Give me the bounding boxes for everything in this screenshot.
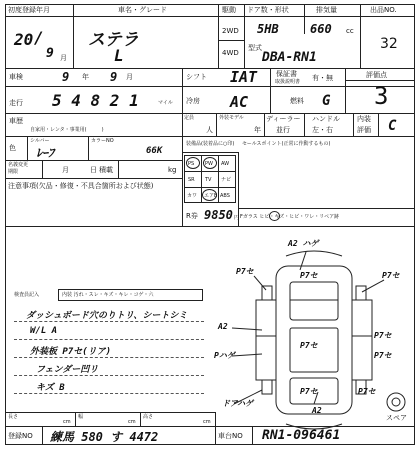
divider — [140, 412, 141, 426]
divider — [42, 426, 43, 445]
right-side-view — [352, 300, 372, 380]
divider — [5, 426, 415, 427]
color-value-handwritten: ﾚｰﾌ — [36, 146, 55, 160]
loading-unit: kg — [168, 166, 177, 174]
handle-label: ハンドル — [312, 115, 340, 123]
front-bumper — [286, 251, 342, 256]
spare-tire — [387, 393, 405, 411]
warranty-options: 有・無 — [312, 74, 333, 82]
registration-month-unit: 月 — [60, 54, 67, 62]
divider — [215, 426, 216, 445]
chassis-label: 車台NO — [218, 432, 243, 440]
ac-label: 冷房 — [186, 97, 200, 105]
ac-value: AC — [230, 93, 249, 111]
reg-value: 練馬 580 す 4472 — [50, 430, 159, 444]
displacement-unit: cc — [346, 27, 354, 35]
equip-pw: PW — [205, 161, 213, 167]
name-change-limit: 期限 — [8, 169, 19, 175]
length-unit: cm — [63, 419, 71, 425]
drive-4wd: 4WD — [222, 49, 239, 57]
score-label: 評価点 — [366, 71, 387, 79]
drive-label: 駆動 — [222, 6, 236, 14]
interior-label: 内装 — [357, 115, 371, 123]
damage-label: P7セ — [236, 267, 254, 276]
equip-leather: カワ — [187, 193, 198, 199]
damage-label: A2 — [218, 322, 228, 331]
lot-number: 32 — [380, 36, 398, 52]
recycle-unit: 円 — [234, 215, 240, 221]
history-label: 車歴 — [9, 117, 23, 125]
damage-label: P7セ — [382, 271, 400, 280]
capacity-label: 定員 — [184, 115, 195, 121]
equipment-title: 装備品(装着品に○印) — [186, 141, 235, 147]
recycle-label: R券 — [186, 212, 198, 220]
name-change-label: 名義変更 — [8, 162, 29, 168]
divider — [5, 412, 215, 413]
lot-no-label: 出品NO. — [370, 6, 397, 14]
interior-score: C — [388, 118, 397, 134]
inspector-note: W/L A — [30, 326, 58, 336]
capacity-unit: 人 — [206, 126, 213, 134]
mileage-unit: マイル — [158, 100, 173, 106]
inspection-label: 車検 — [9, 73, 23, 81]
divider — [252, 426, 253, 445]
divider — [75, 412, 76, 426]
damage-label: P7セ — [374, 351, 392, 360]
damage-label: P7セ — [300, 341, 318, 350]
glass-note: Fガラス ヒビ・キズ・ヒビ・ワレ・リペア跡 — [240, 214, 340, 220]
color-value-label: シルバー — [30, 138, 50, 144]
dealer-label: ディーラー — [266, 115, 301, 123]
dealer-sub: 並行 — [276, 126, 290, 134]
height-unit: cm — [203, 419, 211, 425]
registration-year: 20 — [14, 30, 34, 49]
warranty-label: 保証書 — [276, 70, 297, 78]
damage-label: P7セ — [358, 387, 376, 396]
left-side-view — [256, 300, 276, 380]
prev-model-label: 外装モデル — [219, 115, 244, 121]
equip-airbag: エアB — [204, 193, 218, 199]
door-shape-label: ドア数・形状 — [247, 6, 289, 14]
equip-ps: PS — [188, 161, 195, 167]
wheel — [262, 380, 272, 394]
inspector-note: キズ B — [36, 383, 65, 393]
spare-label: スペア — [386, 414, 407, 422]
equip-navi: ナビ — [221, 177, 232, 183]
color-no-label: カラーNO — [91, 138, 114, 144]
car-name: ステラ — [88, 30, 139, 50]
warranty-sub: 取扱説明書 — [275, 79, 301, 85]
width-label: 幅 — [78, 414, 84, 420]
inspection-month-unit: 月 — [126, 73, 133, 81]
damage-label: ドアハゲ — [222, 399, 254, 408]
damage-label: P7セ — [300, 387, 318, 396]
model-code: DBA-RN1 — [262, 50, 317, 65]
mileage-value: 5 4 8 2 1 — [52, 91, 139, 110]
color-label: 色 — [9, 144, 16, 152]
inspector-note: ダッシュボード穴のりトリ、シートシミ — [26, 311, 188, 321]
notes-label: 注意事項(欠品・修復・不具合箇所および状態) — [8, 182, 154, 190]
recycle-amount: 9850 — [204, 208, 233, 222]
handle-options: 左・右 — [312, 126, 333, 134]
damage-label: P7セ — [300, 271, 318, 280]
reg-label: 登録NO — [8, 432, 33, 440]
score-value: 3 — [374, 82, 389, 110]
sell-points-title: セールスポイント(正常に作動するもの) — [242, 141, 331, 147]
drive-2wd: 2WD — [222, 27, 239, 35]
divider — [215, 412, 216, 426]
name-change-month-unit: 月 — [62, 166, 69, 174]
car-name-label: 車名・グレード — [118, 6, 167, 14]
model-label: 型式 — [248, 44, 262, 52]
inspection-year: 9 — [62, 70, 70, 84]
equip-abs: ABS — [220, 193, 230, 199]
door-shape: 5HB — [257, 22, 279, 36]
fuel-label: 燃料 — [290, 97, 304, 105]
inspector-note: フェンダー凹リ — [36, 365, 99, 375]
name-change-day-unit: 日 — [90, 166, 97, 174]
car-windshield — [290, 282, 338, 320]
registration-month: 9 — [46, 46, 54, 61]
history-options: 自家用・レンタ・事業用( ) — [30, 127, 104, 133]
equip-aw: AW — [221, 161, 230, 167]
displacement: 660 — [310, 22, 332, 36]
inspection-month: 9 — [110, 70, 118, 84]
wheel — [356, 286, 366, 300]
inspector-categories: 内装 汚れ・スレ・キズ・キレ・コゲ・六 — [62, 292, 154, 298]
car-grade: L — [114, 46, 124, 65]
wheel — [262, 286, 272, 300]
chassis-value: RN1-096461 — [262, 428, 341, 443]
interior-sub: 評価 — [357, 126, 371, 134]
equip-sr: SR — [188, 177, 195, 183]
damage-label: A2 — [312, 406, 322, 415]
displacement-label: 排気量 — [316, 6, 337, 14]
inspector-title: 検査員記入 — [14, 292, 40, 298]
loading-label: 積載 — [99, 166, 113, 174]
height-label: 高さ — [143, 414, 154, 420]
shift-value: IAT — [230, 68, 258, 86]
fuel-value: G — [322, 93, 331, 109]
inspection-year-unit: 年 — [82, 73, 89, 81]
shift-label: シフト — [186, 73, 207, 81]
mileage-label: 走行 — [9, 99, 23, 107]
damage-label: P7セ — [374, 331, 392, 340]
first-registration-label: 初度登録年月 — [8, 6, 50, 14]
damage-label: A2 ハゲ — [288, 239, 319, 248]
prev-model-unit: 年 — [254, 126, 261, 134]
damage-label: Pハゲ — [214, 351, 235, 360]
inspector-note: 外装板 P7セ(リア) — [30, 347, 112, 357]
registration-year-slash: / — [34, 28, 44, 47]
width-unit: cm — [128, 419, 136, 425]
color-no: 66K — [146, 146, 163, 156]
equip-tv: TV — [205, 177, 212, 183]
length-label: 長さ — [8, 414, 19, 420]
